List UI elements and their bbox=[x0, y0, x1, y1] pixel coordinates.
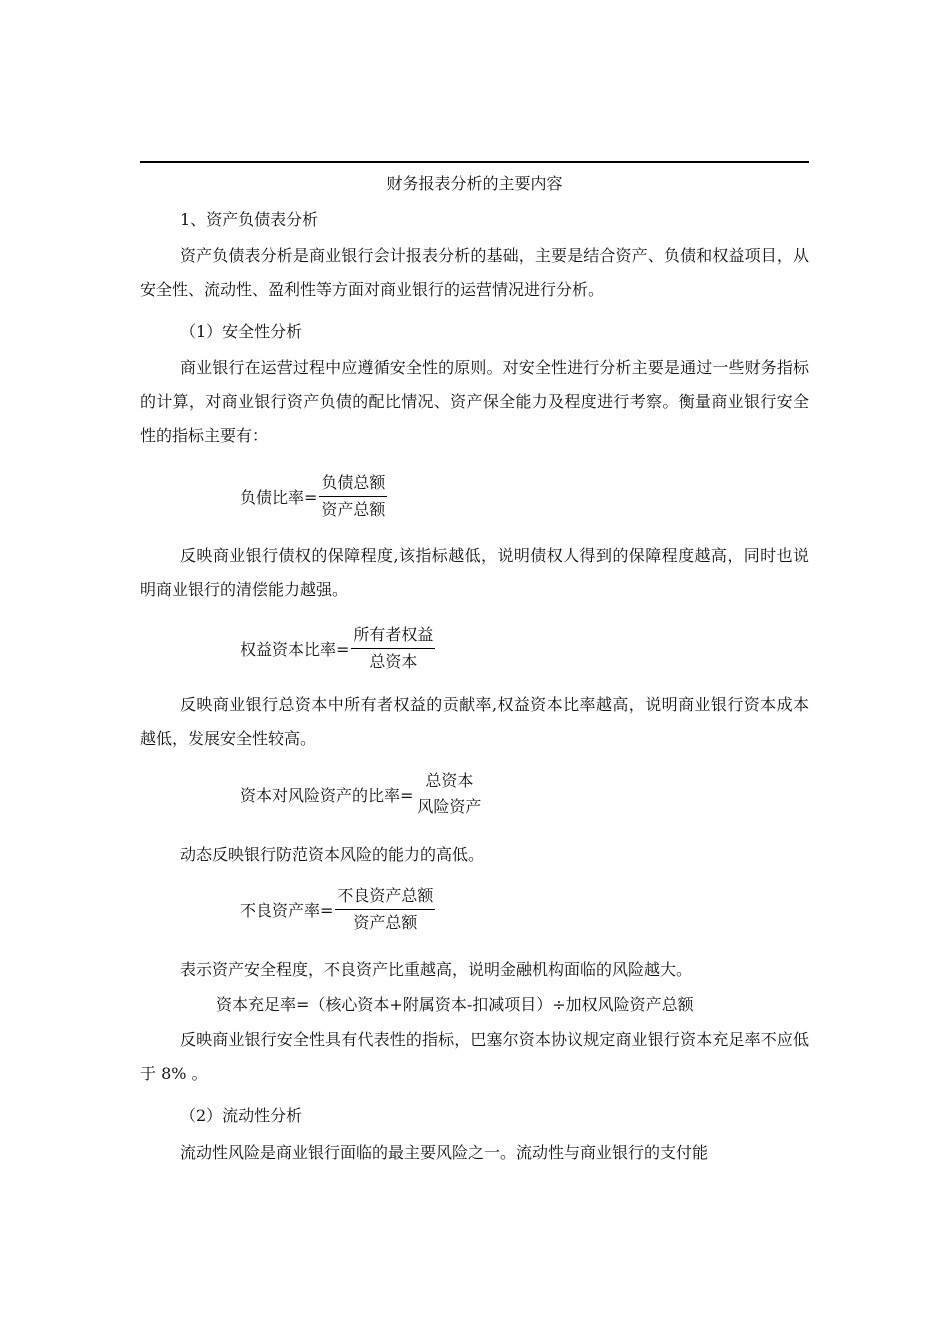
fraction bbox=[319, 472, 387, 521]
denominator: 资产总额 bbox=[321, 500, 386, 519]
liquidity-intro-paragraph: 流动性风险是商业银行面临的最主要风险之一。流动性与商业银行的支付能 bbox=[180, 1143, 709, 1162]
section-intro-paragraph: 资产负债表分析是商业银行会计报表分析的基础，主要是结合资产、负债和权益项目，从安全性、流动性、盈利性等方面对商业银行的运营情况进行分析。 bbox=[140, 246, 809, 299]
equity-ratio-description: 反映商业银行总资本中所有者权益的贡献率,权益资本比率越高，说明商业银行资本成本越低，发展安全性较高。 bbox=[140, 695, 809, 748]
header-rule bbox=[140, 161, 809, 163]
denominator: 总资本 bbox=[369, 652, 418, 671]
fraction bbox=[415, 770, 483, 818]
document-title: 财务报表分析的主要内容 bbox=[386, 174, 563, 193]
formula-npl-ratio bbox=[240, 885, 435, 934]
safety-intro-paragraph: 商业银行在运营过程中应遵循安全性的原则。对安全性进行分析主要是通过一些财务指标的计算，对商业银行资产负债的配比情况、资产保全能力及程度进行考察。衡量商业银行安全性的指标主要有： bbox=[140, 358, 809, 445]
formula-label: 负债比率= bbox=[240, 488, 318, 507]
debt-ratio-description: 反映商业银行债权的保障程度,该指标越低，说明债权人得到的保障程度越高，同时也说明商业银行的清偿能力越强。 bbox=[140, 546, 809, 599]
fraction bbox=[335, 885, 435, 934]
subsection-heading-safety: （1）安全性分析 bbox=[180, 322, 303, 341]
capital-adequacy-description: 反映商业银行安全性具有代表性的指标，巴塞尔资本协议规定商业银行资本充足率不应低于 8% 。 bbox=[140, 1030, 809, 1083]
numerator: 所有者权益 bbox=[351, 624, 435, 649]
denominator: 风险资产 bbox=[417, 797, 482, 816]
numerator: 总资本 bbox=[425, 771, 474, 790]
formula-label: 权益资本比率= bbox=[240, 640, 350, 659]
numerator: 不良资产总额 bbox=[335, 885, 435, 910]
npl-ratio-description: 表示资产安全程度，不良资产比重越高，说明金融机构面临的风险越大。 bbox=[180, 960, 693, 979]
numerator: 负债总额 bbox=[319, 472, 387, 497]
formula-capital-adequacy: 资本充足率=（核心资本+附属资本-扣减项目）÷加权风险资产总额 bbox=[216, 995, 694, 1014]
formula-debt-ratio bbox=[240, 472, 387, 521]
denominator: 资产总额 bbox=[353, 913, 418, 932]
capital-risk-description: 动态反映银行防范资本风险的能力的高低。 bbox=[180, 845, 485, 864]
fraction bbox=[351, 624, 435, 673]
formula-label: 资本对风险资产的比率= bbox=[240, 785, 414, 805]
subsection-heading-liquidity: （2）流动性分析 bbox=[180, 1106, 303, 1125]
formula-label: 不良资产率= bbox=[240, 901, 334, 920]
formula-capital-to-risk-assets bbox=[240, 770, 483, 818]
section-heading-balance-sheet: 1、资产负债表分析 bbox=[180, 210, 319, 229]
formula-equity-capital-ratio bbox=[240, 624, 435, 673]
